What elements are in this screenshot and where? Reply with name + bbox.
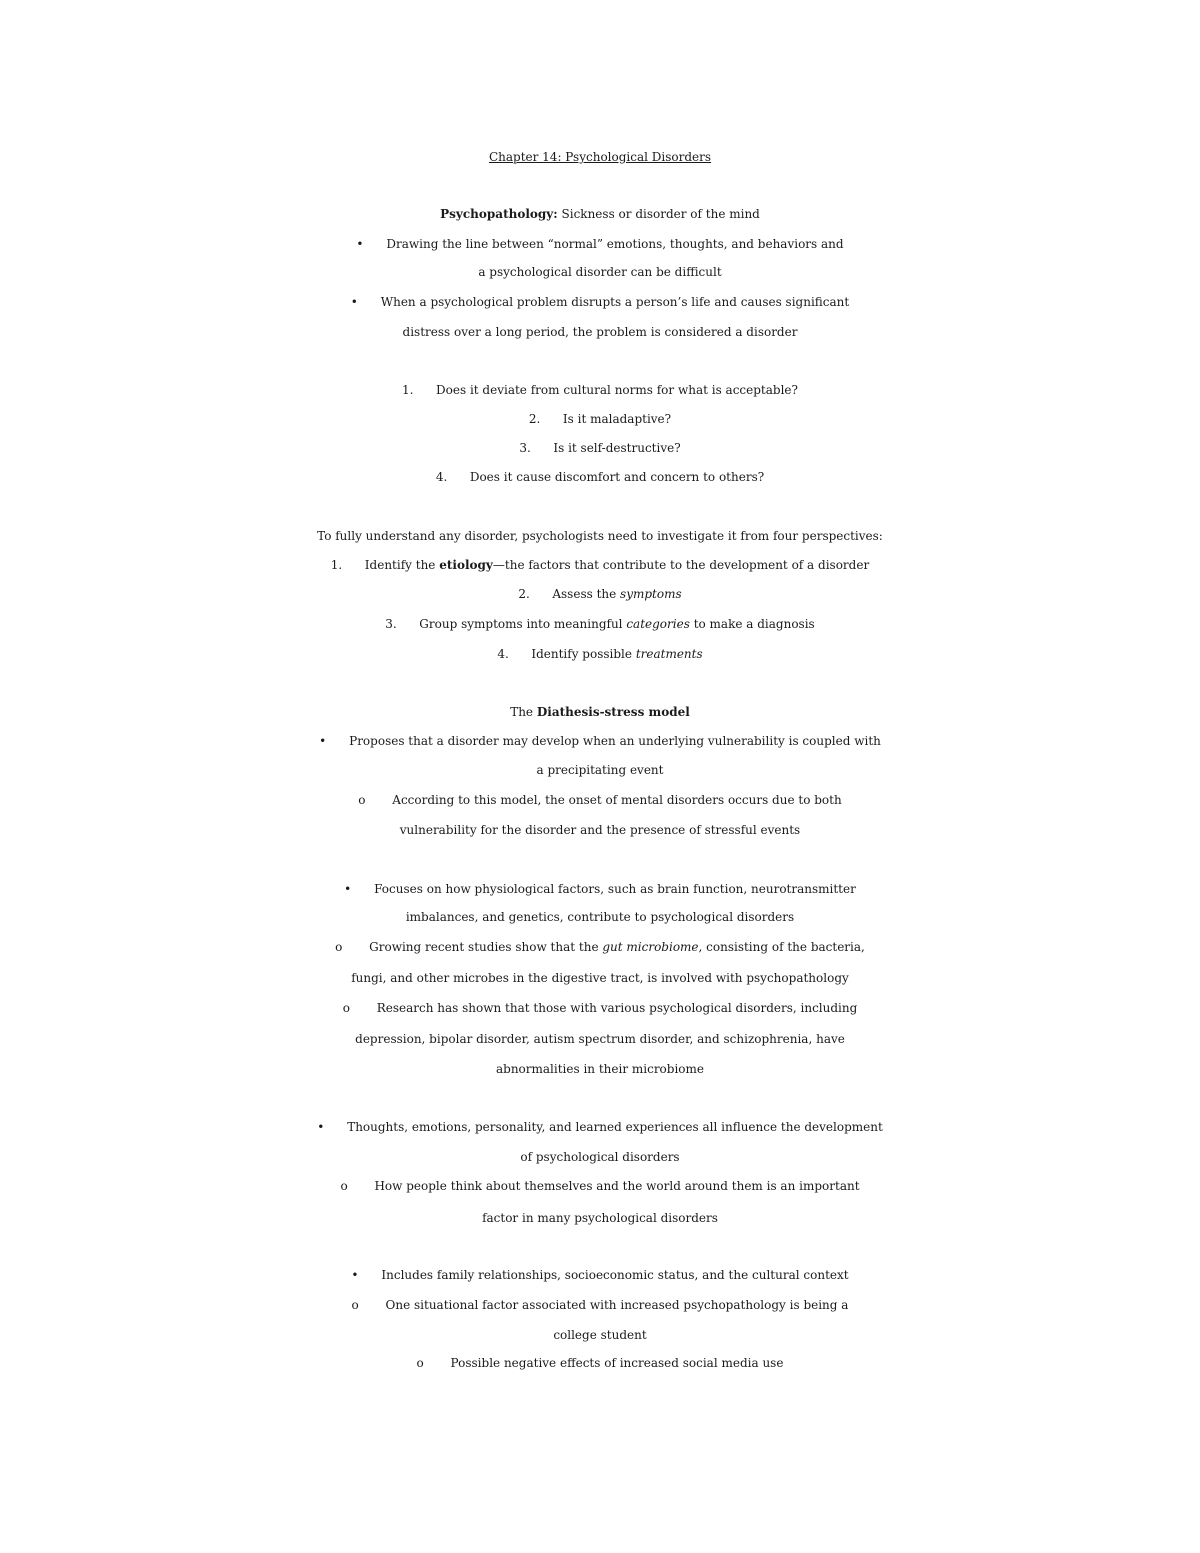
biological-subbullet-2: o Research has shown that those with various psychological disorders, including <box>0 996 1200 1020</box>
biological-subbullet-2-cont: abnormalities in their microbiome <box>495 1062 704 1076</box>
circle-marker: o <box>358 793 366 807</box>
psychological-bullet-cont: of psychological disorders <box>520 1150 680 1164</box>
psychological-subbullet: o How people think about themselves and the world around them is an important <box>0 1174 1200 1198</box>
question-item: 3. Is it self-destructive? <box>519 441 681 455</box>
diathesis-bullet: • Proposes that a disorder may develop when an underlying vulnerability is coupled with <box>0 729 1200 753</box>
diathesis-heading: The Diathesis-stress model <box>510 705 690 719</box>
biological-bullet-cont: imbalances, and genetics, contribute to psychological disorders <box>405 910 795 924</box>
perspective-item: 4. Identify possible treatments <box>497 647 703 661</box>
perspective-item: 2. Assess the symptoms <box>518 587 682 601</box>
question-item: 1. Does it deviate from cultural norms for what is acceptable? <box>402 383 798 397</box>
bullet-marker: • <box>356 237 364 251</box>
bullet-marker: • <box>344 882 352 896</box>
biological-subbullet-2-cont: depression, bipolar disorder, autism spectrum disorder, and schizophrenia, have <box>355 1032 845 1046</box>
sociocultural-subbullet-1-cont: college student <box>553 1328 647 1342</box>
chapter-title: Chapter 14: Psychological Disorders <box>488 150 712 164</box>
psychopathology-definition: Psychopathology: Sickness or disorder of the mind <box>440 207 760 221</box>
perspective-item: 1. Identify the etiology—the factors that contribute to the development of a disorder <box>330 558 870 572</box>
bullet-marker: • <box>351 1268 359 1282</box>
sociocultural-subbullet-2: o Possible negative effects of increased social media use <box>0 1351 1200 1375</box>
bullet-marker: • <box>350 295 358 309</box>
sociocultural-bullet: • Includes family relationships, socioeconomic status, and the cultural context <box>0 1263 1200 1287</box>
circle-marker: o <box>335 940 343 954</box>
biological-subbullet-1-cont: fungi, and other microbes in the digestive tract, is involved with psychopathology <box>351 971 849 985</box>
bullet-marker: • <box>317 1120 325 1134</box>
biological-bullet: • Focuses on how physiological factors, such as brain function, neurotransmitter <box>0 877 1200 901</box>
psychopathology-bullet-2: • When a psychological problem disrupts a person’s life and causes significant <box>0 290 1200 314</box>
psychological-subbullet-cont: factor in many psychological disorders <box>482 1211 718 1225</box>
psychological-bullet: • Thoughts, emotions, personality, and learned experiences all influence the development <box>0 1115 1200 1139</box>
question-item: 4. Does it cause discomfort and concern to others? <box>435 470 765 484</box>
circle-marker: o <box>342 1001 350 1015</box>
psychopathology-bullet-1-cont: a psychological disorder can be difficult <box>478 265 722 279</box>
diathesis-subbullet-cont: vulnerability for the disorder and the presence of stressful events <box>399 823 801 837</box>
perspective-item: 3. Group symptoms into meaningful categories to make a diagnosis <box>385 617 815 631</box>
perspectives-intro: To fully understand any disorder, psychologists need to investigate it from four perspectives: <box>317 529 883 543</box>
circle-marker: o <box>351 1298 359 1312</box>
diathesis-bullet-cont: a precipitating event <box>536 763 664 777</box>
circle-marker: o <box>340 1179 348 1193</box>
psychopathology-bullet-2-cont: distress over a long period, the problem is considered a disorder <box>402 325 798 339</box>
bullet-marker: • <box>319 734 327 748</box>
circle-marker: o <box>416 1356 424 1370</box>
psychopathology-bullet-1: • Drawing the line between “normal” emotions, thoughts, and behaviors and <box>0 232 1200 256</box>
biological-subbullet-1: o Growing recent studies show that the gut microbiome, consisting of the bacteria, <box>0 935 1200 959</box>
question-item: 2. Is it maladaptive? <box>528 412 672 426</box>
sociocultural-subbullet-1: o One situational factor associated with increased psychopathology is being a <box>0 1293 1200 1317</box>
diathesis-subbullet: o According to this model, the onset of mental disorders occurs due to both <box>0 788 1200 812</box>
